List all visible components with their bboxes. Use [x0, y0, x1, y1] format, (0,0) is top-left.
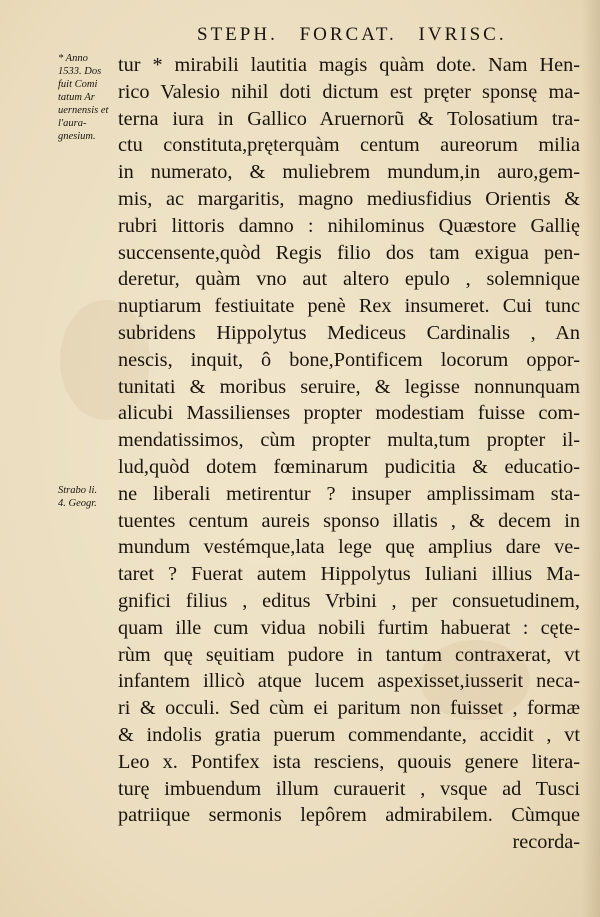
text-line: turę imbuendum illum curauerit , vsque ad Tusci: [118, 777, 580, 800]
marginal-note-line: uernensis et: [58, 105, 109, 116]
marginal-note-line: Strabo li.: [58, 485, 98, 496]
text-line: rùm quę sęuitiam pudore in tantum contraxerat, vt: [118, 643, 580, 666]
text-line: rubri littoris damno : nihilominus Quæstore Gallię: [118, 214, 580, 237]
text-line: ri & occuli. Sed cùm ei paritum non fuisset , formæ: [118, 697, 580, 720]
catchword: recorda-: [512, 831, 580, 854]
page-edge-shadow: [582, 0, 600, 917]
body-text: [118, 52, 580, 856]
text-line: tuentes centum aureis sponso illatis , & decem in: [118, 509, 580, 532]
text-line: ctu constituta,pręterquàm centum aureorum milia: [118, 134, 580, 157]
running-head-name: FORCAT.: [299, 24, 397, 45]
marginal-note-date: [58, 52, 122, 143]
marginal-note-line: gnesium.: [58, 131, 96, 142]
text-line: gnifici filius , editus Vrbini , per consuetudinem,: [118, 589, 580, 612]
marginal-note-strabo: [58, 484, 122, 510]
text-line: ne liberali metirentur ? insuper amplissimam sta-: [118, 482, 580, 505]
marginal-note-line: l'aura-: [58, 118, 87, 129]
text-line: nescis, inquit, ô bone,Pontificem locorum oppor-: [118, 348, 580, 371]
text-line: patriique sermonis lepôrem admirabilem. Cùmque: [118, 804, 580, 827]
text-line: terna iura in Gallico Aruernorũ & Tolosatium tra-: [118, 107, 580, 130]
text-line: & indolis gratia puerum commendante, accidit , vt: [118, 723, 580, 746]
text-line: alicubi Massilienses propter modestiam fuisse com-: [118, 402, 580, 425]
marginal-note-line: * Anno: [58, 53, 88, 64]
running-head-author: STEPH.: [197, 24, 278, 45]
running-head: [197, 24, 507, 46]
text-line: infantem illicò atque lucem aspexisset,iusserit neca-: [118, 670, 580, 693]
text-line: tunitati & moribus seruire, & legisse nonnunquam: [118, 375, 580, 398]
text-line: taret ? Fuerat autem Hippolytus Iuliani illius Ma-: [118, 563, 580, 586]
text-line: mis, ac margaritis, magno mediusfidius Orientis &: [118, 187, 580, 210]
text-line: deretur, quàm vno aut altero epulo , solemnique: [118, 268, 580, 291]
marginal-note-line: fuit Comi: [58, 79, 98, 90]
text-line: tur * mirabili lautitia magis quàm dote. Nam Hen-: [118, 54, 580, 76]
text-line: lud,quòd dotem fœminarum pudicitia & educatio-: [118, 455, 580, 478]
marginal-note-line: tatum Ar: [58, 92, 95, 103]
text-line: succensente,quòd Regis filio dos tam exigua pen-: [118, 241, 580, 264]
text-line: in numerato, & muliebrem mundum,in auro,gem-: [118, 161, 580, 184]
text-line: rico Valesio nihil doti dictum est pręter sponsę ma-: [118, 80, 580, 103]
marginal-note-line: 4. Geogr.: [58, 498, 97, 509]
text-line: quam ille cum vidua nobili furtim habuerat : cęte-: [118, 616, 580, 639]
running-head-title: IVRISC.: [418, 24, 507, 45]
text-line: mundum vestémque,lata lege quę amplius dare ve-: [118, 536, 580, 559]
text-line: subridens Hippolytus Mediceus Cardinalis , An: [118, 321, 580, 344]
text-line: nuptiarum festiuitate penè Rex insumeret. Cui tunc: [118, 295, 580, 318]
text-line: Leo x. Pontifex ista resciens, quouis genere litera-: [118, 750, 580, 773]
text-line: mendatissimos, cùm propter multa,tum propter il-: [118, 429, 580, 452]
marginal-note-line: 1533. Dos: [58, 66, 102, 77]
